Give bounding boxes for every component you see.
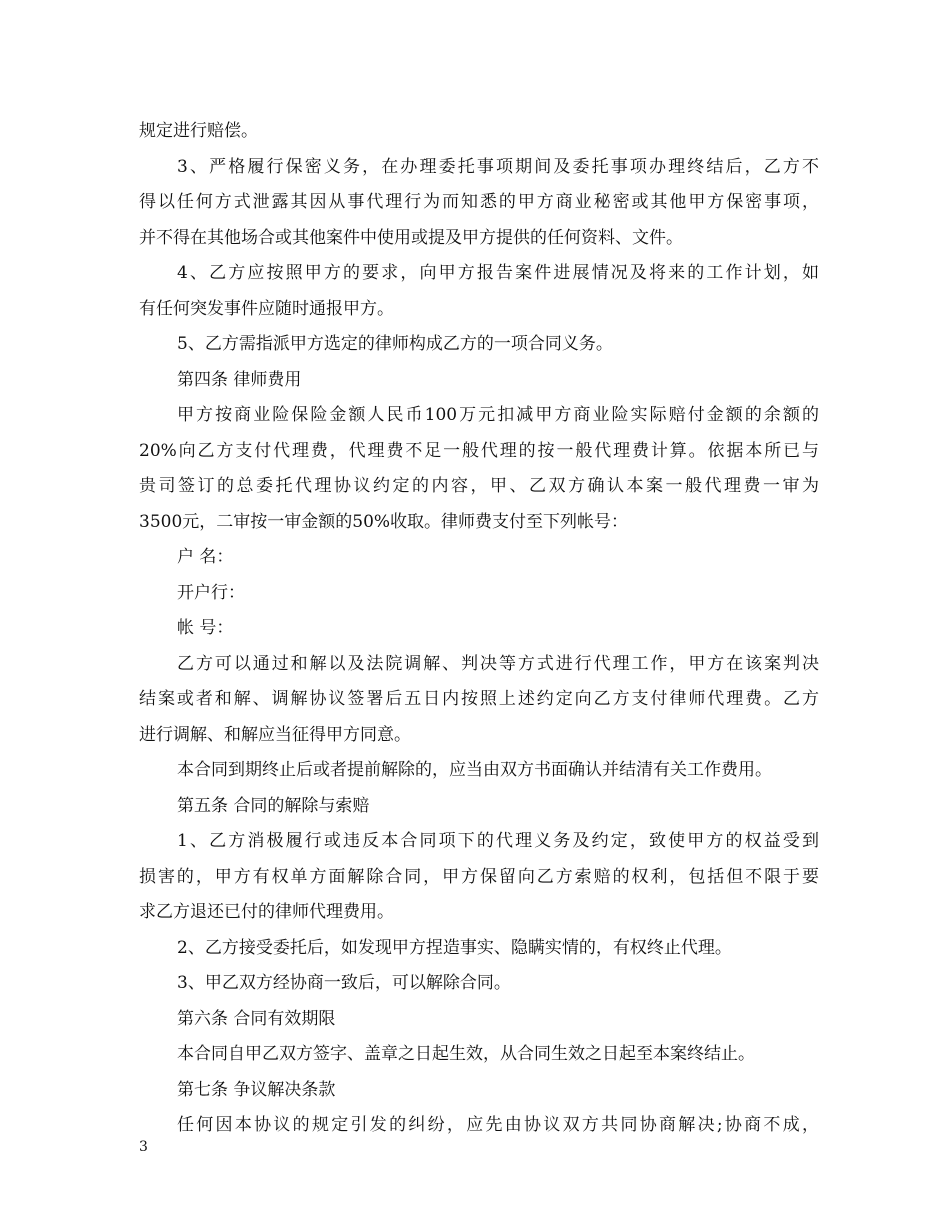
bank-label: 开户行：: [177, 582, 245, 603]
text-line: 本合同到期终止后或者提前解除的，应当由双方书面确认并结清有关工作费用。: [177, 760, 772, 780]
section-heading: 第五条 合同的解除与索赔: [177, 795, 370, 816]
text-line: 2、乙方接受委托后，如发现甲方捏造事实、隐瞒实情的，有权终止代理。: [177, 937, 732, 958]
text-line: 贵司签订的总委托代理协议约定的内容，甲、乙双方确认本案一般代理费一审为: [139, 476, 819, 496]
document-body: [139, 114, 819, 1144]
text-line: 进行调解、和解应当征得甲方同意。: [139, 724, 411, 745]
text-line: 得以任何方式泄露其因从事代理行为而知悉的甲方商业秘密或其他甲方保密事项，: [139, 192, 819, 212]
text-line: 3500元，二审按一审金额的50%收取。律师费支付至下列帐号：: [139, 511, 629, 532]
text-line: 3、甲乙双方经协商一致后，可以解除合同。: [177, 973, 511, 993]
account-name-label: 户 名：: [177, 547, 234, 567]
text-line: 甲方按商业险保险金额人民币100万元扣减甲方商业险实际赔付金额的余额的: [177, 405, 819, 425]
text-line: 4、乙方应按照甲方的要求，向甲方报告案件进展情况及将来的工作计划，如: [177, 263, 819, 283]
text-line: 20%向乙方支付代理费，代理费不足一般代理的按一般代理费计算。依据本所已与: [139, 440, 819, 461]
text-line: 损害的，甲方有权单方面解除合同，甲方保留向乙方索赔的权利，包括但不限于要: [139, 866, 819, 887]
text-line: 3、严格履行保密义务，在办理委托事项期间及委托事项办理终结后，乙方不: [177, 156, 819, 177]
text-line: 结案或者和解、调解协议签署后五日内按照上述约定向乙方支付律师代理费。乙方: [139, 689, 819, 709]
section-heading: 第七条 争议解决条款: [177, 1079, 336, 1100]
text-line: 5、乙方需指派甲方选定的律师构成乙方的一项合同义务。: [177, 334, 613, 354]
text-line: 规定进行赔偿。: [139, 121, 258, 141]
text-line: 任何因本协议的规定引发的纠纷，应先由协议双方共同协商解决;协商不成，: [177, 1115, 819, 1135]
text-line: 1、乙方消极履行或违反本合同项下的代理义务及约定，致使甲方的权益受到: [177, 831, 819, 851]
section-heading: 第六条 合同有效期限: [177, 1008, 336, 1029]
section-heading: 第四条 律师费用: [177, 369, 302, 390]
text-line: 有任何突发事件应随时通报甲方。: [139, 298, 394, 319]
text-line: 本合同自甲乙双方签字、盖章之日起生效，从合同生效之日起至本案终结止。: [177, 1044, 755, 1064]
page-number: 3: [139, 1139, 148, 1155]
text-line: 乙方可以通过和解以及法院调解、判决等方式进行代理工作，甲方在该案判决: [177, 653, 819, 674]
text-line: 求乙方退还已付的律师代理费用。: [139, 902, 394, 922]
account-number-label: 帐 号：: [177, 618, 234, 638]
text-line: 并不得在其他场合或其他案件中使用或提及甲方提供的任何资料、文件。: [139, 227, 683, 248]
